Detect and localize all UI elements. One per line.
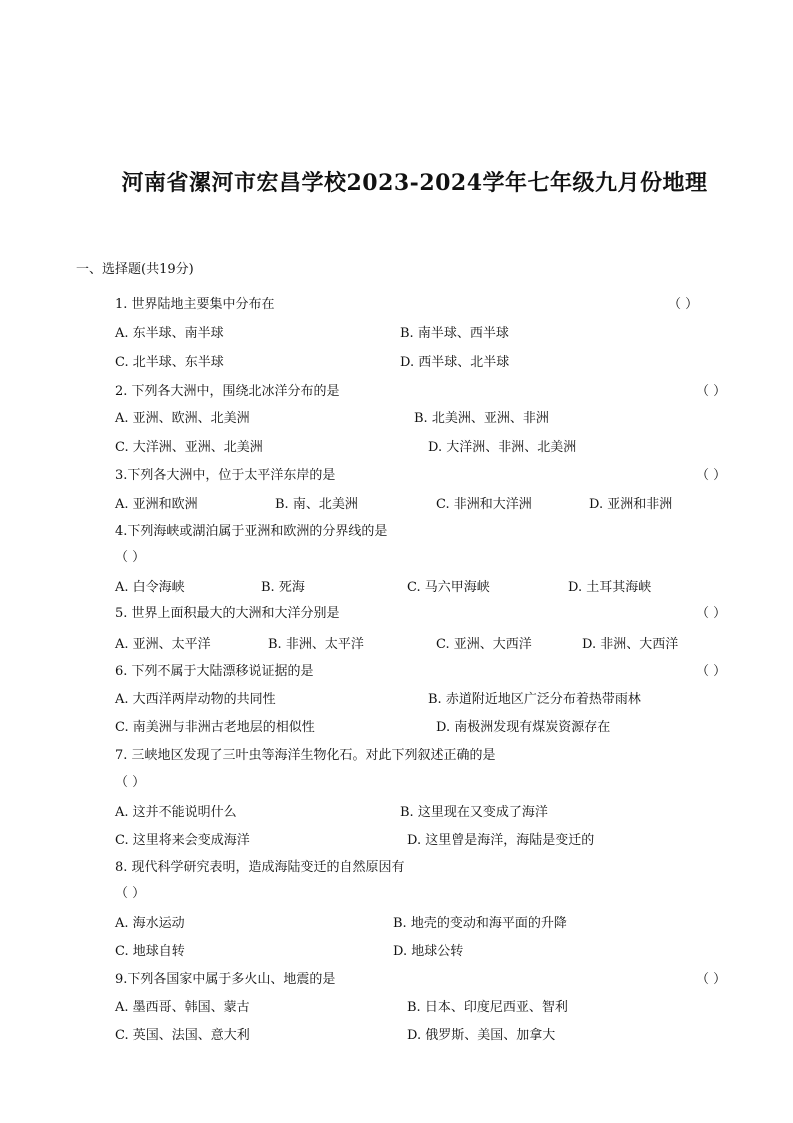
option-b: B. 死海	[261, 580, 305, 595]
option-c: C. 亚洲、大西洋	[436, 637, 532, 652]
option-a: A. 海水运动	[115, 916, 185, 931]
option-c: C. 马六甲海峡	[407, 580, 490, 595]
option-d: D. 亚洲和非洲	[589, 497, 673, 512]
option-d: D. 地球公转	[393, 944, 464, 959]
option-b: B. 北美洲、亚洲、非洲	[414, 411, 549, 426]
answer-paren: （ ）	[115, 775, 146, 790]
option-c: C. 大洋洲、亚洲、北美洲	[115, 440, 263, 455]
option-c: C. 非洲和大洋洲	[436, 497, 532, 512]
question-stem: 9.下列各国家中属于多火山、地震的是	[115, 972, 336, 987]
option-b: B. 日本、印度尼西亚、智利	[407, 1000, 568, 1015]
option-a: A. 大西洋两岸动物的共同性	[115, 692, 276, 707]
option-a: A. 亚洲和欧洲	[115, 497, 198, 512]
answer-paren: （ ）	[115, 550, 146, 565]
answer-paren: （ ）	[696, 384, 727, 399]
answer-paren: （ ）	[696, 972, 727, 987]
page-title: 河南省漯河市宏昌学校2023-2024学年七年级九月份地理	[121, 170, 708, 196]
answer-paren: （ ）	[668, 297, 699, 312]
section-heading: 一、选择题(共19分)	[76, 262, 194, 277]
option-a: A. 东半球、南半球	[115, 326, 224, 341]
option-b: B. 赤道附近地区广泛分布着热带雨林	[428, 692, 641, 707]
option-b: B. 南、北美洲	[275, 497, 358, 512]
option-d: D. 土耳其海峡	[568, 580, 652, 595]
option-a: A. 白令海峡	[115, 580, 185, 595]
answer-paren: （ ）	[696, 664, 727, 679]
option-b: B. 地壳的变动和海平面的升降	[393, 916, 567, 931]
option-c: C. 英国、法国、意大利	[115, 1028, 250, 1043]
option-a: A. 亚洲、欧洲、北美洲	[115, 411, 250, 426]
question-stem: 7. 三峡地区发现了三叶虫等海洋生物化石。对此下列叙述正确的是	[115, 748, 496, 763]
question-stem: 2. 下列各大洲中，围绕北冰洋分布的是	[115, 384, 340, 399]
option-d: D. 非洲、大西洋	[582, 637, 679, 652]
question-stem: 6. 下列不属于大陆漂移说证据的是	[115, 664, 314, 679]
option-b: B. 南半球、西半球	[400, 326, 509, 341]
option-d: D. 大洋洲、非洲、北美洲	[428, 440, 577, 455]
option-c: C. 这里将来会变成海洋	[115, 833, 250, 848]
option-c: C. 地球自转	[115, 944, 185, 959]
option-d: D. 南极洲发现有煤炭资源存在	[436, 720, 611, 735]
option-c: C. 南美洲与非洲古老地层的相似性	[115, 720, 315, 735]
option-a: A. 亚洲、太平洋	[115, 637, 211, 652]
answer-paren: （ ）	[696, 606, 727, 621]
question-stem: 3.下列各大洲中，位于太平洋东岸的是	[115, 468, 336, 483]
option-d: D. 西半球、北半球	[400, 355, 510, 370]
question-stem: 4.下列海峡或湖泊属于亚洲和欧洲的分界线的是	[115, 524, 388, 539]
question-stem: 1. 世界陆地主要集中分布在	[115, 297, 275, 312]
answer-paren: （ ）	[115, 886, 146, 901]
answer-paren: （ ）	[696, 468, 727, 483]
option-c: C. 北半球、东半球	[115, 355, 224, 370]
option-a: A. 墨西哥、韩国、蒙古	[115, 1000, 250, 1015]
question-stem: 5. 世界上面积最大的大洲和大洋分别是	[115, 606, 340, 621]
option-a: A. 这并不能说明什么	[115, 805, 237, 820]
option-d: D. 俄罗斯、美国、加拿大	[407, 1028, 556, 1043]
option-b: B. 这里现在又变成了海洋	[400, 805, 548, 820]
question-stem: 8. 现代科学研究表明，造成海陆变迁的自然原因有	[115, 860, 405, 875]
option-b: B. 非洲、太平洋	[268, 637, 364, 652]
option-d: D. 这里曾是海洋，海陆是变迁的	[407, 833, 595, 848]
